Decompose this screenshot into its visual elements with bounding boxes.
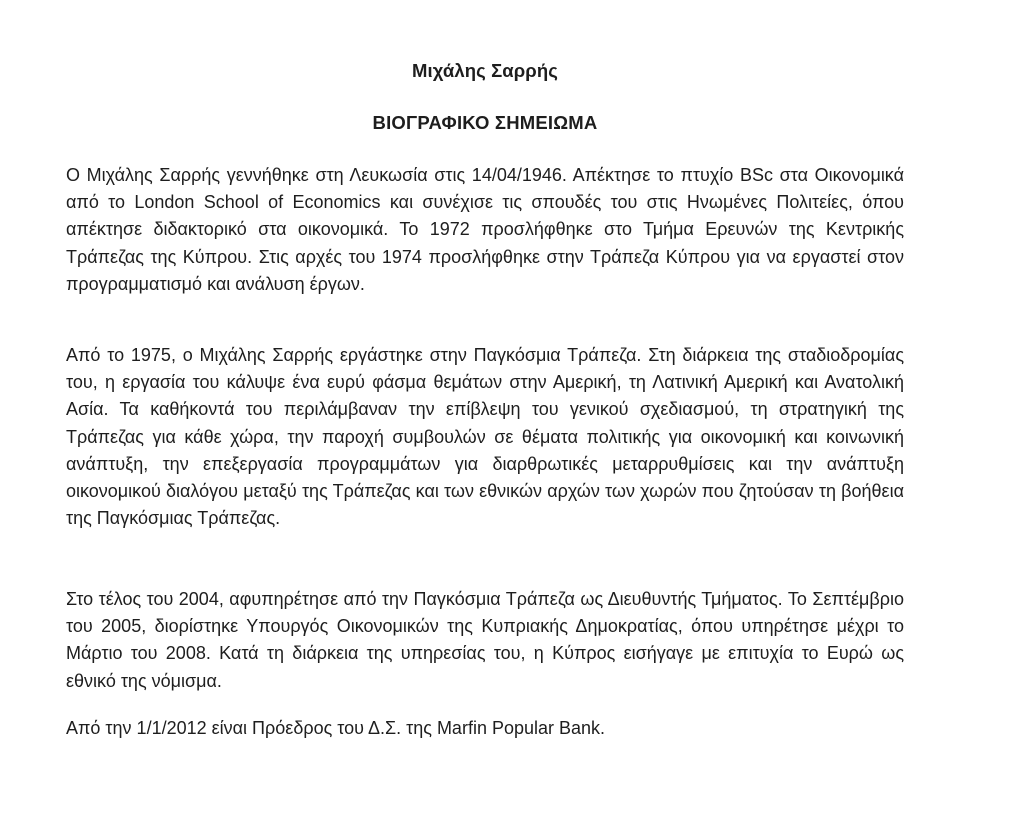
paragraph-world-bank: Από το 1975, ο Μιχάλης Σαρρής εργάστηκε στην Παγκόσμια Τράπεζα. Στη διάρκεια της σταδιοδρομίας του, η εργασία του κάλυψε ένα ευρύ φάσμα θεμάτων στην Αμερική, τη Λατινική Αμερική και Ανατολική Ασία. Τα καθήκοντά του περιλάμβαναν την επίβλεψη του γενικού σχεδιασμού, τη στρατηγική της Τράπεζας για κάθε χώρα, την παροχή συμβουλών σε θέματα πολιτικής για οικονομική και κοινωνική ανάπτυξη, την επεξεργασία προγραμμάτων για διαρθρωτικές μεταρρυθμίσεις και την ανάπτυξη οικονομικού διαλόγου μεταξύ της Τράπεζας και των εθνικών αρχών των χωρών που ζητούσαν τη βοήθεια της Παγκόσμιας Τράπεζας. (66, 345, 904, 529)
person-name: Μιχάλης Σαρρής (412, 60, 558, 81)
paragraph-finance-minister: Στο τέλος του 2004, αφυπηρέτησε από την Παγκόσμια Τράπεζα ως Διευθυντής Τμήματος. Το Σεπτέμβριο του 2005, διορίστηκε Υπουργός Οικονομικών της Κυπριακής Δημοκρατίας, όπου υπηρέτησε μέχρι το Μάρτιο του 2008. Κατά τη διάρκεια της υπηρεσίας του, η Κύπρος εισήγαγε με επιτυχία το Ευρώ ως εθνικό της νόμισμα. (66, 589, 904, 691)
paragraph-early-career: Ο Μιχάλης Σαρρής γεννήθηκε στη Λευκωσία στις 14/04/1946. Απέκτησε το πτυχίο BSc στα Οικονομικά από το London School of Economics και συνέχισε τις σπουδές του στις Ηνωμένες Πολιτείες, όπου απέκτησε διδακτορικό στα οικονομικά. Το 1972 προσλήφθηκε στο Τμήμα Ερευνών της Κεντρικής Τράπεζας της Κύπρου. Στις αρχές του 1974 προσλήφθηκε στην Τράπεζα Κύπρου για να εργαστεί στον προγραμματισμό και ανάλυση έργων. (66, 165, 904, 294)
paragraph-chairman: Από την 1/1/2012 είναι Πρόεδρος του Δ.Σ. της Marfin Popular Bank. (66, 718, 606, 738)
document-heading: ΒΙΟΓΡΑΦΙΚΟ ΣΗΜΕΙΩΜΑ (372, 112, 598, 133)
